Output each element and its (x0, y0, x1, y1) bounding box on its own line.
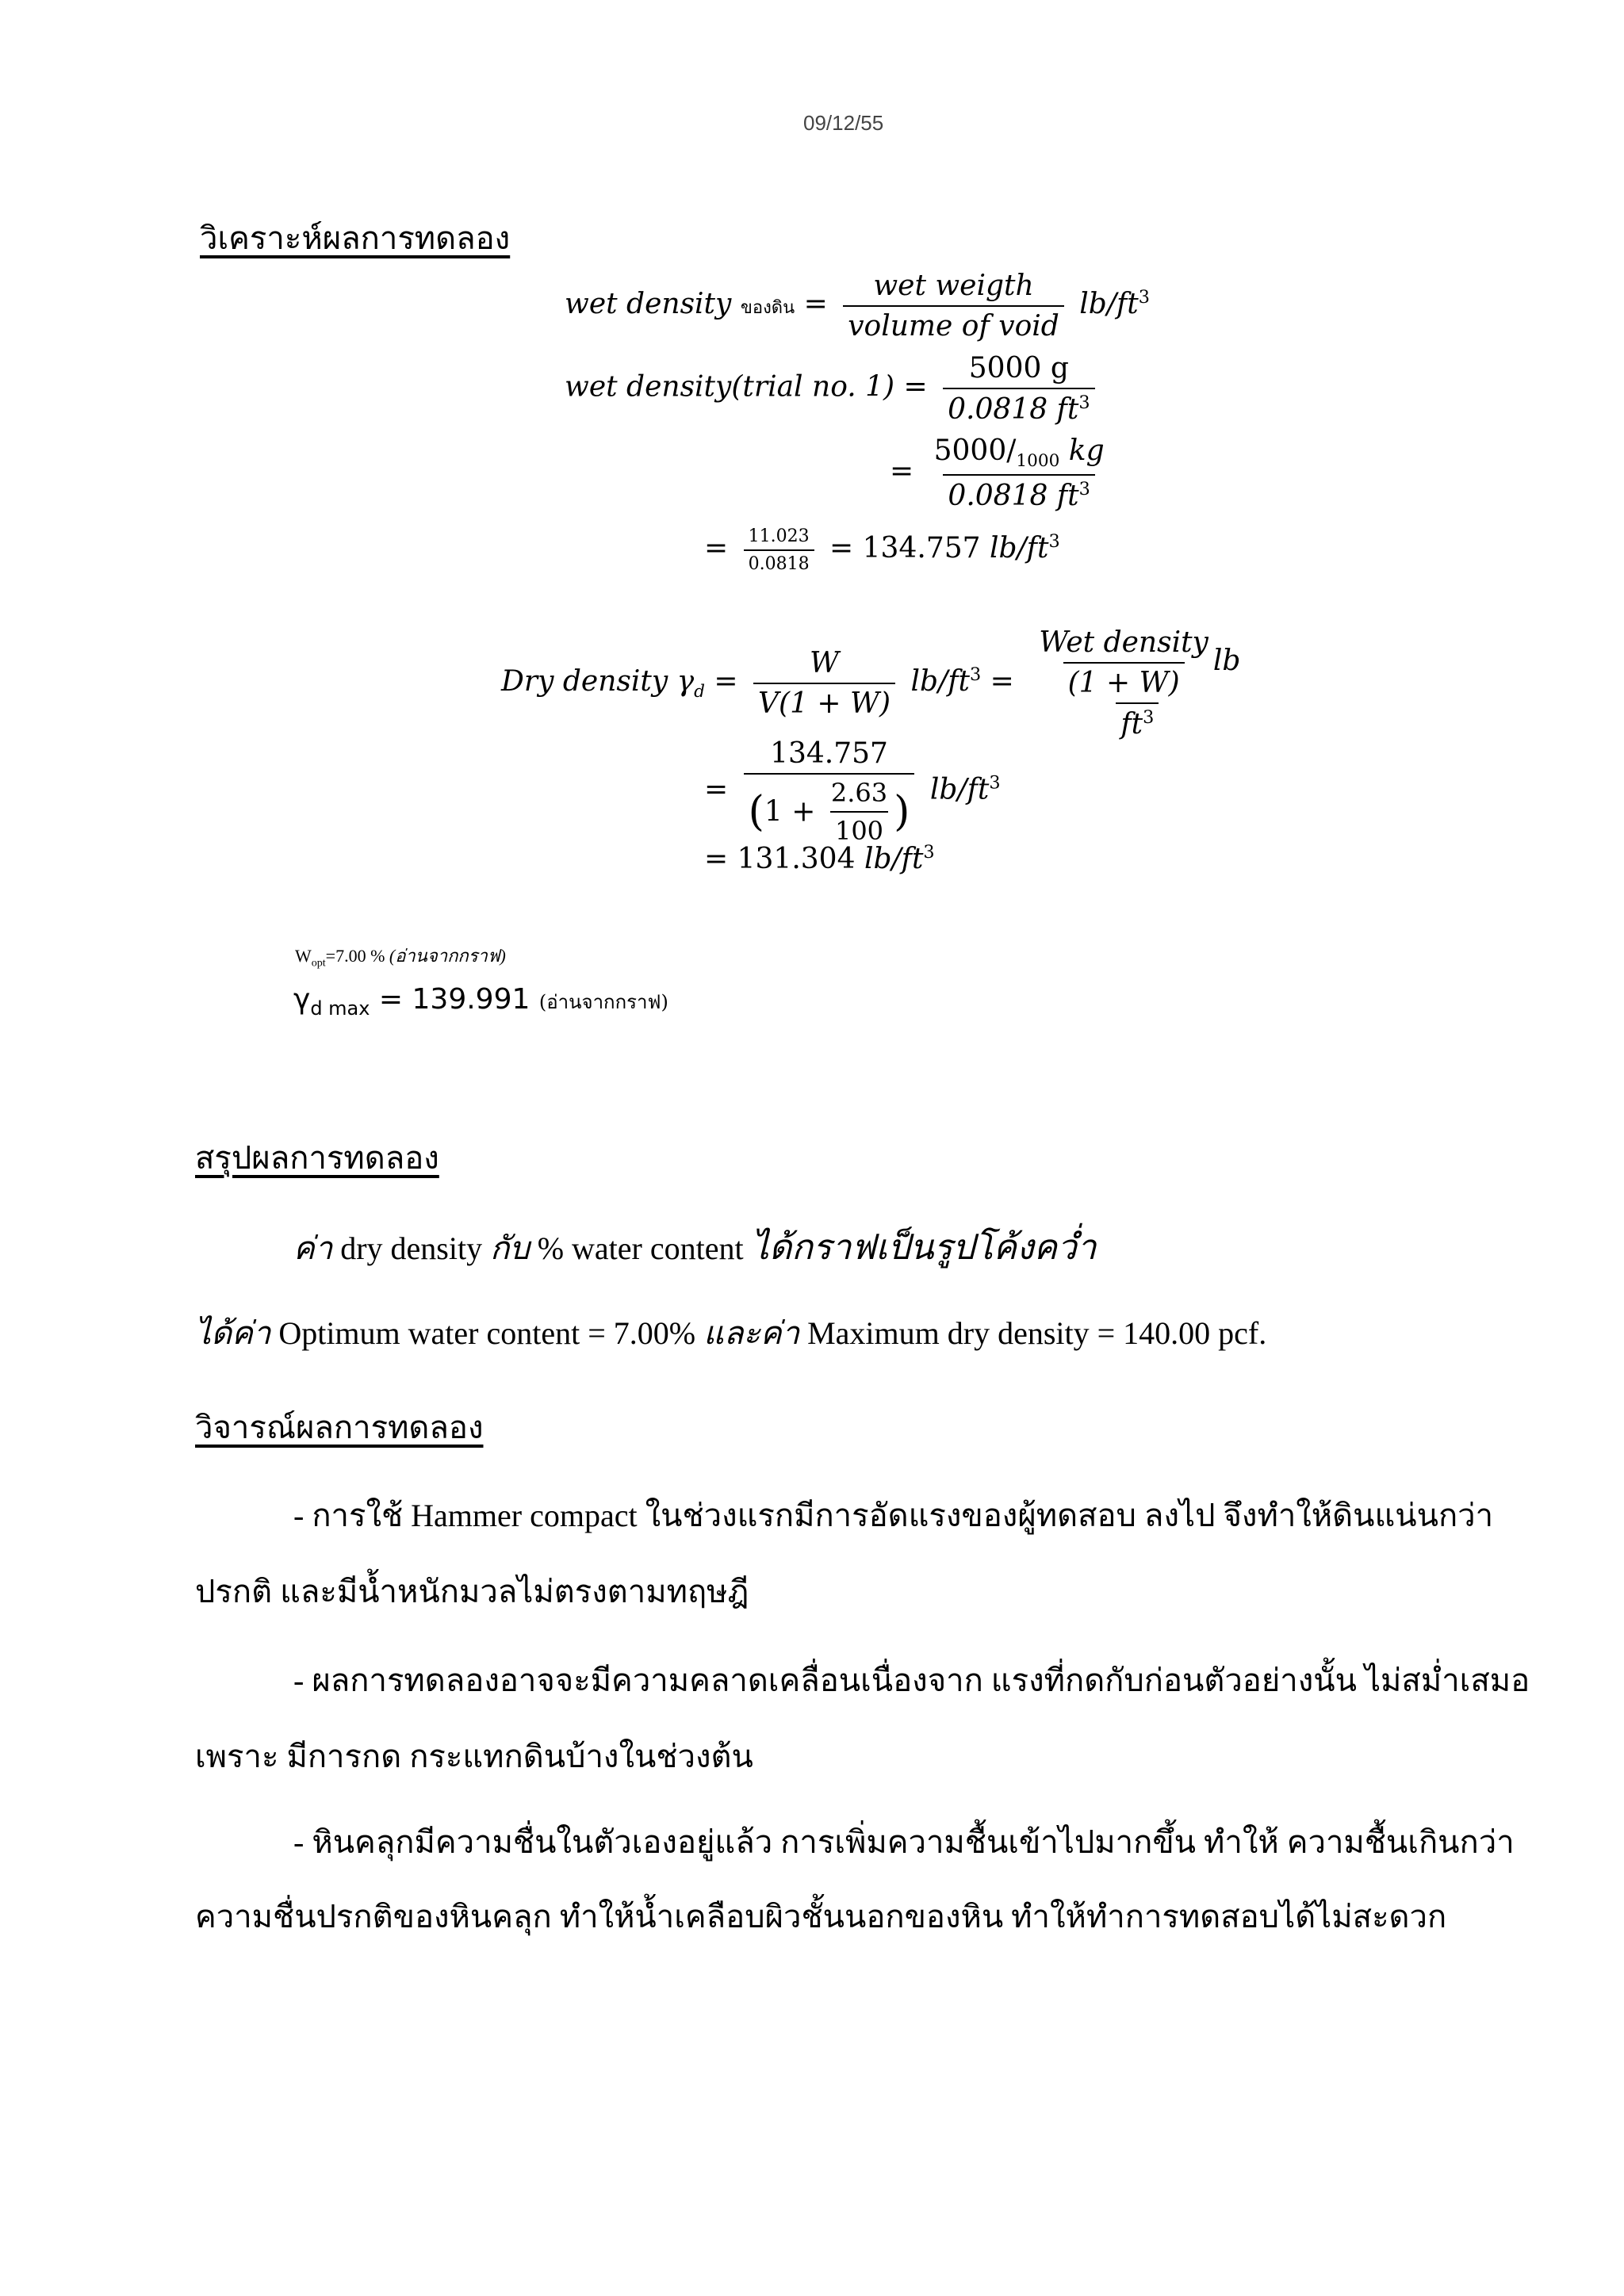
discussion-item-3-line-1: - หินคลุกมีความชื่นในตัวเองอยู่แล้ว การเพิ่มความชื้นเข้าไปมากขึ้น ทำให้ ความชื้นเกินกว่า (293, 1824, 1515, 1860)
equation-dry-density-result: = 131.304 $lb/ft^3$ (704, 842, 935, 875)
equation-wet-density-kg: = $\frac{5000/_{1000} kg}{0.0818 ft^3}$ (890, 434, 1105, 513)
equation-wet-density-result: = $\frac{11.023}{0.0818}$ = 134.757 $lb/ft^3$ (704, 526, 1060, 574)
summary-line-2: ได้ค่า Optimum water content = 7.00% และค่า Maximum dry density = 140.00 pcf. (195, 1315, 1267, 1351)
discussion-heading: วิจารณ์ผลการทดลอง (195, 1410, 484, 1446)
discussion-item-2-line-2: เพราะ มีการกด กระแทกดินบ้างในช่วงต้น (195, 1739, 753, 1774)
max-dry-density-reading: $\gamma_{d max} = 139.991$ (อ่านจากกราฟ) (293, 983, 668, 1020)
discussion-item-1-line-2: ปรกติ และมีน้ำหนักมวลไม่ตรงตามทฤษฎี (195, 1574, 749, 1609)
optimum-water-content-reading: $W_{opt}=7.00$ % (อ่านจากกราฟ) (295, 946, 506, 970)
page-date: 09/12/55 (803, 111, 884, 135)
discussion-item-3-line-2: ความชื่นปรกติของหินคลุก ทำให้น้ำเคลือบผิวชั้นนอกของหิน ทำให้ทำการทดสอบได้ไม่สะดวก (195, 1899, 1447, 1934)
analysis-heading: วิเคราะห์ผลการทดลอง (200, 220, 511, 257)
equation-wet-density-definition: wet density ของดิน = $\frac{\text{wet weigth}}{\text{volume of void}}$ $lb/ft^3$ (565, 270, 1150, 342)
discussion-item-2-line-1: - ผลการทดลองอาจจะมีความคลาดเคลื่อนเนื่องจาก แรงที่กดกับก่อนตัวอย่างนั้น ไม่สม่ำเสมอ (293, 1663, 1530, 1698)
summary-line-1: ค่า dry density กับ % water content ได้กราฟเป็นรูปโค้งคว่ำ (293, 1228, 1097, 1267)
equation-wet-density-trial: wet density(trial no. 1) = $\frac{5000 g}{0.0818 ft^3}$ (565, 352, 1101, 426)
summary-heading: สรุปผลการทดลอง (195, 1140, 439, 1177)
discussion-item-1-line-1: - การใช้ Hammer compact ในช่วงแรกมีการอัดแรงของผู้ทดสอบ ลงไป จึงทำให้ดินแน่นกว่า (293, 1498, 1494, 1533)
equation-dry-density-definition: Dry density $\gamma_d$ = $\frac{W}{V(1 + W)}$ $lb/ft^3$ = $\frac{\text{Wet density}}{(1 + W)}$ lb $ft^3$ (501, 626, 1241, 740)
equation-dry-density-substitution: = 134.757 (1 + $\frac{2.63}{100}$ ) $lb/ft^3$ (704, 737, 1001, 846)
